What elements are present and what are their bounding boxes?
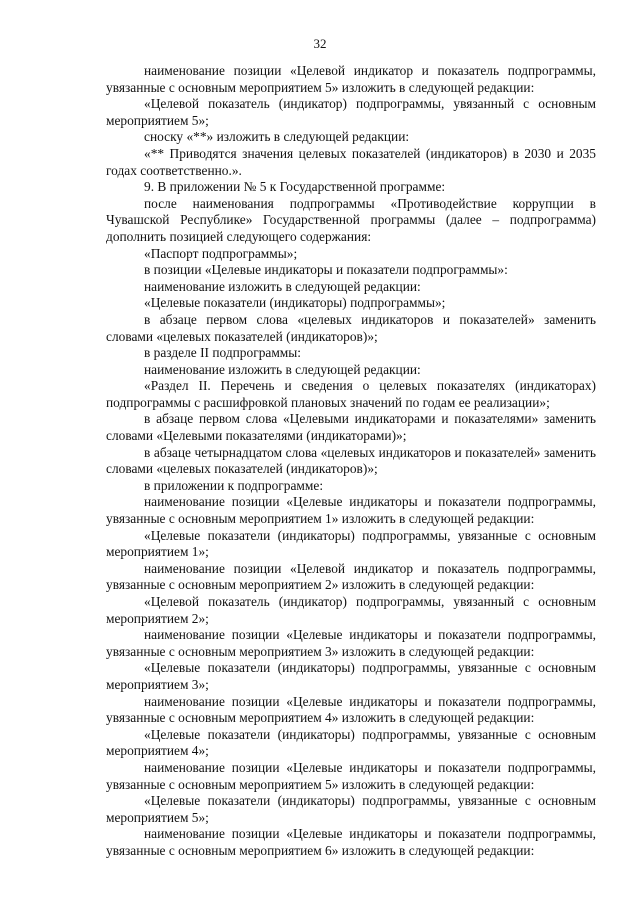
paragraph: «Раздел II. Перечень и сведения о целевых показателях (индикаторах) подпрограммы с расшифровкой плановых значений по годам ее реализации»; [106, 378, 596, 410]
paragraph: наименование позиции «Целевой индикатор и показатель подпрограммы, увязанные с основным мероприятием 2» изложить в следующей редакции: [106, 560, 596, 593]
paragraph: наименование изложить в следующей редакции: [144, 278, 421, 294]
paragraph: наименование изложить в следующей редакции: [144, 361, 421, 377]
paragraph: «Целевой показатель (индикатор) подпрограммы, увязанный с основным мероприятием 5»; [106, 96, 596, 128]
paragraph: наименование позиции «Целевые индикаторы и показатели подпрограммы, увязанные с основным мероприятием 1» изложить в следующей редакции: [106, 494, 596, 527]
paragraph: после наименования подпрограммы «Противодействие коррупции в Чувашской Республике» Государственной программы (далее – подпрограмма) дополнить позицией следующего содержания: [106, 195, 596, 244]
paragraph: наименование позиции «Целевые индикаторы и показатели подпрограммы, увязанные с основным мероприятием 4» изложить в следующей редакции: [106, 693, 596, 726]
paragraph: в абзаце первом слова «целевых индикаторов и показателей» заменить словами «целевых показателей (индикаторов)»; [106, 311, 596, 344]
paragraph: в разделе II подпрограммы: [144, 345, 301, 361]
paragraph: «Целевые показатели (индикаторы) подпрограммы, увязанные с основным мероприятием 4»; [106, 726, 596, 759]
paragraph: наименование позиции «Целевые индикаторы и показатели подпрограммы, увязанные с основным мероприятием 5» изложить в следующей редакции: [106, 759, 596, 792]
paragraph: сноску «**» изложить в следующей редакции: [144, 129, 410, 145]
paragraph: в позиции «Целевые индикаторы и показатели подпрограммы»: [144, 262, 508, 278]
paragraph: «** Приводятся значения целевых показателей (индикаторов) в 2030 и 2035 годах соответственно.». [106, 145, 596, 178]
paragraph: наименование позиции «Целевой индикатор и показатель подпрограммы, увязанные с основным мероприятием 5» изложить в следующей редакции: [106, 63, 596, 95]
paragraph: в абзаце четырнадцатом слова «целевых индикаторов и показателей» заменить словами «целевых показателей (индикаторов)»; [106, 444, 596, 477]
paragraph: «Целевые показатели (индикаторы) подпрограммы, увязанные с основным мероприятием 3»; [106, 660, 596, 692]
paragraph: в абзаце первом слова «Целевыми индикаторами и показателями» заменить словами «Целевыми показателями (индикаторами)»; [106, 411, 596, 444]
paragraph: «Целевые показатели (индикаторы) подпрограммы, увязанные с основным мероприятием 5»; [106, 793, 596, 825]
paragraph: наименование позиции «Целевые индикаторы и показатели подпрограммы, увязанные с основным мероприятием 6» изложить в следующей редакции: [106, 826, 596, 858]
paragraph: «Целевой показатель (индикатор) подпрограммы, увязанный с основным мероприятием 2»; [106, 594, 596, 626]
paragraph: 9. В приложении № 5 к Государственной программе: [144, 179, 446, 195]
paragraph: «Целевые показатели (индикаторы) подпрограммы»; [144, 295, 446, 311]
page-number: 32 [313, 36, 327, 51]
paragraph: наименование позиции «Целевые индикаторы и показатели подпрограммы, увязанные с основным мероприятием 3» изложить в следующей редакции: [106, 627, 596, 659]
paragraph: в приложении к подпрограмме: [144, 477, 324, 493]
paragraph: «Целевые показатели (индикаторы) подпрограммы, увязанные с основным мероприятием 1»; [106, 527, 596, 560]
paragraph: «Паспорт подпрограммы»; [144, 245, 298, 261]
document-body [106, 63, 596, 860]
